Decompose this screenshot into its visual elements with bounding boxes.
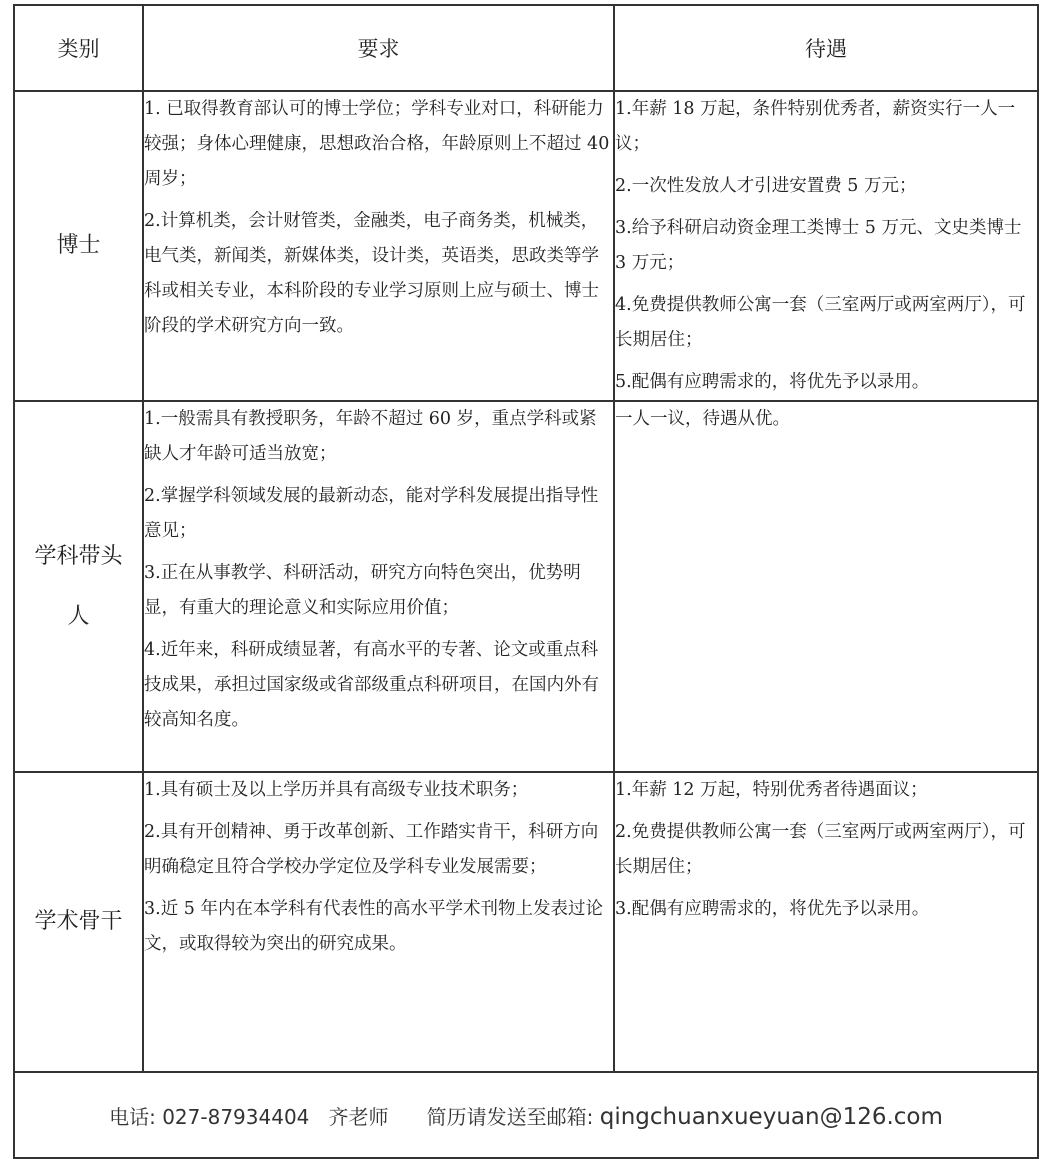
header-benefits: 待遇 — [614, 5, 1038, 91]
benefit-item: 3.配偶有应聘需求的，将优先予以录用。 — [615, 899, 930, 919]
requirements-discipline-leader — [143, 401, 614, 772]
benefit-item: 3.给予科研启动资金理工类博士 5 万元、文史类博士 3 万元； — [615, 218, 1022, 273]
category-doctor: 博士 — [14, 91, 143, 401]
recruitment-document — [13, 4, 1037, 1159]
phone-label: 电话: — [109, 1104, 156, 1129]
requirement-item: 1.一般需具有教授职务，年龄不超过 60 岁，重点学科或紧缺人才年龄可适当放宽； — [144, 409, 597, 464]
table-row-academic-backbone — [14, 772, 1038, 1072]
requirements-doctor — [143, 91, 614, 401]
benefits-academic-backbone — [614, 772, 1038, 1072]
recruitment-table — [13, 4, 1039, 1159]
header-requirements: 要求 — [143, 5, 614, 91]
requirement-item: 1. 已取得教育部认可的博士学位；学科专业对口，科研能力较强；身体心理健康，思想政治合格，年龄原则上不超过 40 周岁； — [144, 99, 610, 189]
benefit-item: 2.免费提供教师公寓一套（三室两厅或两室两厅），可长期居住； — [615, 822, 1026, 877]
requirement-item: 3.近 5 年内在本学科有代表性的高水平学术刊物上发表过论文，或取得较为突出的研究成果。 — [144, 899, 603, 954]
table-header-row — [14, 5, 1038, 91]
phone-number[interactable]: 027-87934404 — [162, 1104, 310, 1129]
requirement-item: 4.近年来，科研成绩显著，有高水平的专著、论文或重点科技成果，承担过国家级或省部级重点科研项目，在国内外有较高知名度。 — [144, 640, 599, 730]
requirement-item: 3.正在从事教学、科研活动，研究方向特色突出，优势明显，有重大的理论意义和实际应用价值； — [144, 563, 581, 618]
table-row-doctor — [14, 91, 1038, 401]
requirements-academic-backbone — [143, 772, 614, 1072]
requirement-item: 2.具有开创精神、勇于改革创新、工作踏实肯干，科研方向明确稳定且符合学校办学定位及学科专业发展需要； — [144, 822, 599, 877]
contact-info — [14, 1072, 1038, 1158]
requirement-item: 2.掌握学科领域发展的最新动态，能对学科发展提出指导性意见； — [144, 486, 599, 541]
benefits-discipline-leader — [614, 401, 1038, 772]
email-label: 简历请发送至邮箱: — [426, 1104, 594, 1129]
requirement-item: 1.具有硕士及以上学历并具有高级专业技术职务； — [144, 780, 529, 800]
contact-row — [14, 1072, 1038, 1158]
benefit-item: 1.年薪 18 万起，条件特别优秀者，薪资实行一人一议； — [615, 99, 1016, 154]
benefit-item: 5.配偶有应聘需求的，将优先予以录用。 — [615, 372, 930, 392]
benefit-item: 2.一次性发放人才引进安置费 5 万元； — [615, 176, 917, 196]
email-address[interactable]: qingchuanxueyuan@126.com — [599, 1103, 943, 1130]
header-category: 类别 — [14, 5, 143, 91]
benefit-item: 1.年薪 12 万起，特别优秀者待遇面议； — [615, 780, 928, 800]
table-row-discipline-leader — [14, 401, 1038, 772]
contact-person: 齐老师 — [328, 1104, 389, 1129]
category-academic-backbone: 学术骨干 — [14, 772, 143, 1072]
benefit-item: 一人一议，待遇从优。 — [615, 409, 790, 429]
category-discipline-leader: 学科带头人 — [14, 401, 143, 772]
benefits-doctor — [614, 91, 1038, 401]
requirement-item: 2.计算机类，会计财管类，金融类，电子商务类，机械类，电气类，新闻类，新媒体类，设计类，英语类，思政类等学科或相关专业，本科阶段的专业学习原则上应与硕士、博士阶段的学术研究方向一致。 — [144, 211, 599, 336]
benefit-item: 4.免费提供教师公寓一套（三室两厅或两室两厅），可长期居住； — [615, 295, 1026, 350]
